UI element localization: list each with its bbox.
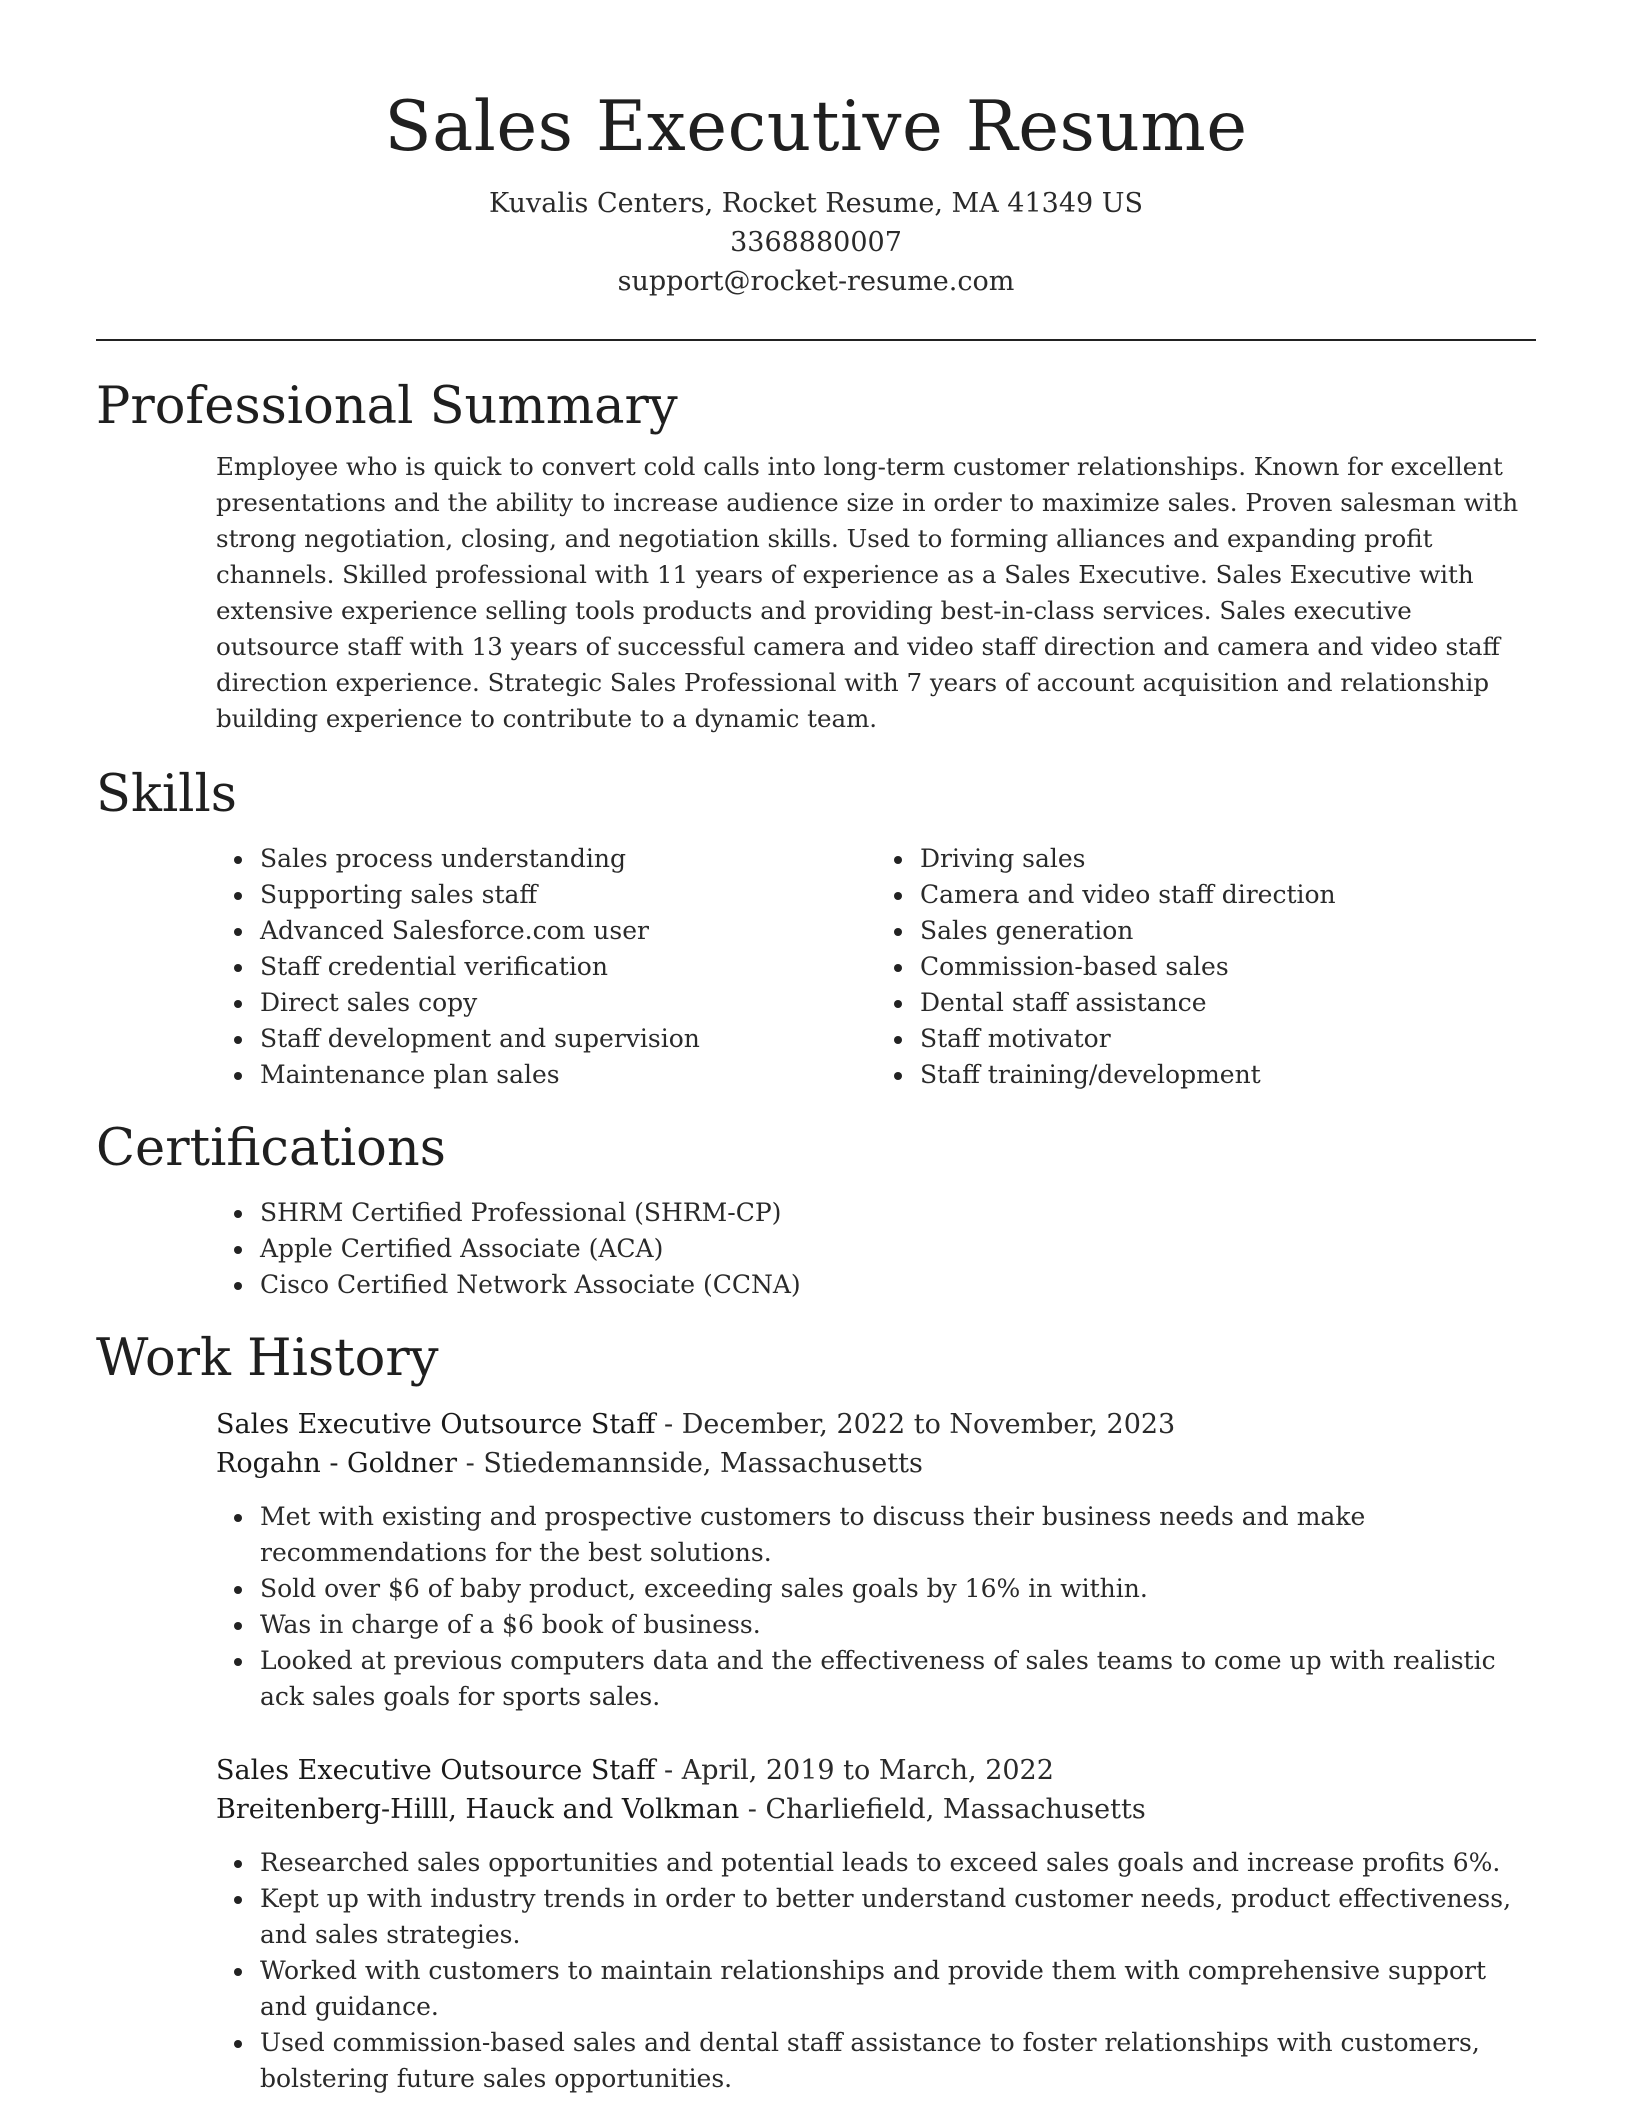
skills-columns [216, 841, 1536, 1093]
job-title-line [216, 1405, 1536, 1444]
certification-item: SHRM Certified Professional (SHRM-CP) [260, 1195, 1536, 1231]
certification-item: Cisco Certified Network Associate (CCNA) [260, 1267, 1536, 1303]
job-bullet: Met with existing and prospective customers to discuss their business needs and make recommendations for the best solutions. [260, 1499, 1536, 1571]
contact-email: support@rocket-resume.com [617, 266, 1015, 297]
skill-item: Maintenance plan sales [260, 1057, 876, 1093]
summary-section [96, 375, 1536, 737]
resume-page [96, 0, 1536, 2097]
job-bullet: Sold over $6 of baby product, exceeding sales goals by 16% in within. [260, 1571, 1536, 1607]
skill-item: Direct sales copy [260, 985, 876, 1021]
job-company-line [216, 1444, 1536, 1483]
contact-phone: 3368880007 [730, 227, 902, 258]
skill-item: Sales generation [920, 913, 1536, 949]
skills-list-left [216, 841, 876, 1093]
job-title-line [216, 1751, 1536, 1790]
skills-heading: Skills [96, 765, 237, 824]
job-bullet: Researched sales opportunities and potential leads to exceed sales goals and increase profits 6%. [260, 1845, 1536, 1881]
job-entry [216, 1751, 1536, 2097]
skill-item: Camera and video staff direction [920, 877, 1536, 913]
skill-item: Staff credential verification [260, 949, 876, 985]
summary-text: Employee who is quick to convert cold calls into long-term customer relationships. Known for excellent presentations and the ability to increase audience size in order to maximize sales. Proven salesman with strong negotiation, closing, and negotiation skills. Used to forming alliances and expanding profit channels. Skilled professional with 11 years of experience as a Sales Executive. Sales Executive with extensive experience selling tools products and providing best-in-class services. Sales executive outsource staff with 13 years of successful camera and video staff direction and camera and video staff direction experience. Strategic Sales Professional with 7 years of account acquisition and relationship building experience to contribute to a dynamic team. [216, 452, 1519, 733]
job-bullet: Worked with customers to maintain relationships and provide them with comprehensive support and guidance. [260, 1953, 1536, 2025]
skill-item: Dental staff assistance [920, 985, 1536, 1021]
job-entry [216, 1405, 1536, 1715]
job-company: Rogahn - Goldner [216, 1448, 458, 1479]
job-bullet: Was in charge of a $6 book of business. [260, 1607, 1536, 1643]
job-location: - Charliefield, Massachusetts [739, 1794, 1146, 1825]
skill-item: Commission-based sales [920, 949, 1536, 985]
work-history-section [96, 1327, 1536, 2097]
job-bullet: Looked at previous computers data and the effectiveness of sales teams to come up with realistic ack sales goals for sports sales. [260, 1643, 1536, 1715]
job-company-line [216, 1790, 1536, 1829]
skill-item: Advanced Salesforce.com user [260, 913, 876, 949]
skill-item: Staff training/development [920, 1057, 1536, 1093]
certifications-heading: Certifications [96, 1119, 446, 1178]
job-bullet: Used commission-based sales and dental staff assistance to foster relationships with customers, bolstering future sales opportunities. [260, 2025, 1536, 2097]
summary-heading: Professional Summary [96, 377, 678, 436]
job-bullets [216, 1845, 1536, 2097]
job-location: - Stiedemannside, Massachusetts [457, 1448, 923, 1479]
skill-item: Sales process understanding [260, 841, 876, 877]
job-dates: - April, 2019 to March, 2022 [655, 1755, 1054, 1786]
work-history-heading: Work History [96, 1329, 439, 1388]
skill-item: Driving sales [920, 841, 1536, 877]
contact-info [96, 184, 1536, 301]
certification-item: Apple Certified Associate (ACA) [260, 1231, 1536, 1267]
job-bullet: Kept up with industry trends in order to better understand customer needs, product effectiveness, and sales strategies. [260, 1881, 1536, 1953]
skill-item: Supporting sales staff [260, 877, 876, 913]
certifications-list [216, 1195, 1536, 1303]
job-title: Sales Executive Outsource Staff [216, 1409, 656, 1440]
certifications-section [96, 1117, 1536, 1303]
job-bullets [216, 1499, 1536, 1715]
skills-section [96, 763, 1536, 1093]
page-title: Sales Executive Resume [384, 87, 1248, 167]
skills-list-right [876, 841, 1536, 1093]
job-company: Breitenberg-Hilll, Hauck and Volkman [216, 1794, 740, 1825]
skill-item: Staff motivator [920, 1021, 1536, 1057]
contact-address: Kuvalis Centers, Rocket Resume, MA 41349 US [488, 188, 1144, 219]
header-divider [96, 339, 1536, 341]
skill-item: Staff development and supervision [260, 1021, 876, 1057]
job-title: Sales Executive Outsource Staff [216, 1755, 656, 1786]
job-dates: - December, 2022 to November, 2023 [655, 1409, 1176, 1440]
